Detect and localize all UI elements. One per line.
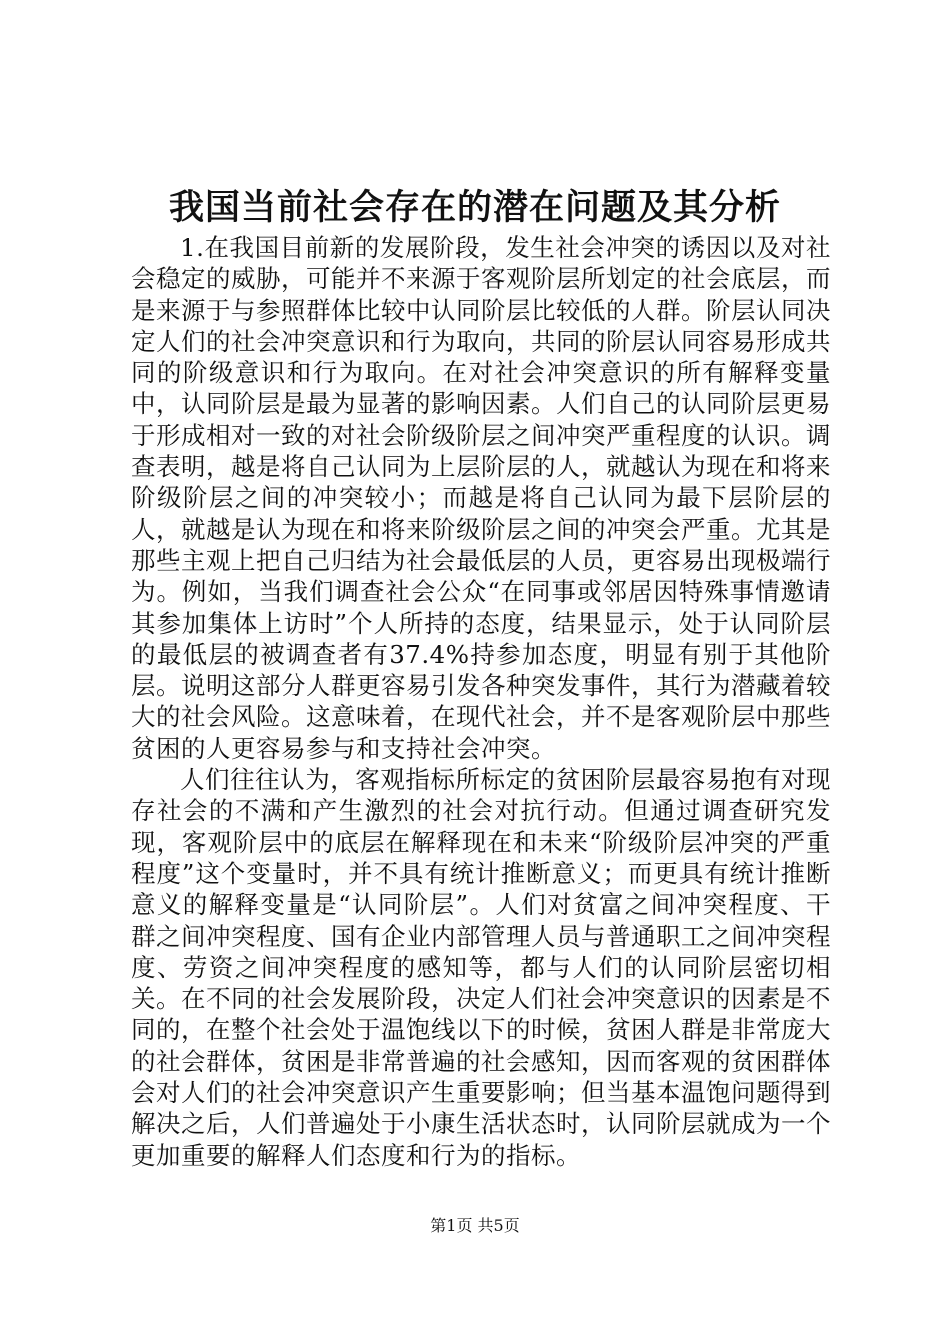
document-title: 我国当前社会存在的潜在问题及其分析 bbox=[168, 187, 781, 228]
paragraph-2: 人们往往认为，客观指标所标定的贫困阶层最容易抱有对现存社会的不满和产生激烈的社会对抗行动。但通过调查研究发现，客观阶层中的底层在解释现在和未来“阶级阶层冲突的严重程度”这个变量时，并不具有统计推断意义；而更具有统计推断意义的解释变量是“认同阶层”。人们对贫富之间冲突程度、干群之间冲突程度、国有企业内部管理人员与普通职工之间冲突程度、劳资之间冲突程度的感知等，都与人们的认同阶层密切相关。在不同的社会发展阶段，决定人们社会冲突意识的因素是不同的，在整个社会处于温饱线以下的时候，贫困人群是非常庞大的社会群体，贫困是非常普遍的社会感知，因而客观的贫困群体会对人们的社会冲突意识产生重要影响；但当基本温饱问题得到解决之后，人们普遍处于小康生活状态时，认同阶层就成为一个更加重要的解释人们态度和行为的指标。 bbox=[131, 765, 831, 1170]
page-footer bbox=[0, 1215, 950, 1237]
page-number-label: 第1页 共5页 bbox=[430, 1216, 520, 1235]
paragraph-1: 1.在我国目前新的发展阶段，发生社会冲突的诱因以及对社会稳定的威胁，可能并不来源于客观阶层所划定的社会底层，而是来源于与参照群体比较中认同阶层比较低的人群。阶层认同决定人们的社会冲突意识和行为取向，共同的阶层认同容易形成共同的阶级意识和行为取向。在对社会冲突意识的所有解释变量中，认同阶层是最为显著的影响因素。人们自己的认同阶层更易于形成相对一致的对社会阶级阶层之间冲突严重程度的认识。调查表明，越是将自己认同为上层阶层的人，就越认为现在和将来阶级阶层之间的冲突较小；而越是将自己认同为最下层阶层的人，就越是认为现在和将来阶级阶层之间的冲突会严重。尤其是那些主观上把自己归结为社会最低层的人员，更容易出现极端行为。例如，当我们调查社会公众“在同事或邻居因特殊事情邀请其参加集体上访时”个人所持的态度，结果显示，处于认同阶层的最低层的被调查者有37.4%持参加态度，明显有别于其他阶层。说明这部分人群更容易引发各种突发事件，其行为潜藏着较大的社会风险。这意味着，在现代社会，并不是客观阶层中那些贫困的人更容易参与和支持社会冲突。 bbox=[131, 233, 831, 763]
document-body bbox=[131, 232, 831, 1171]
